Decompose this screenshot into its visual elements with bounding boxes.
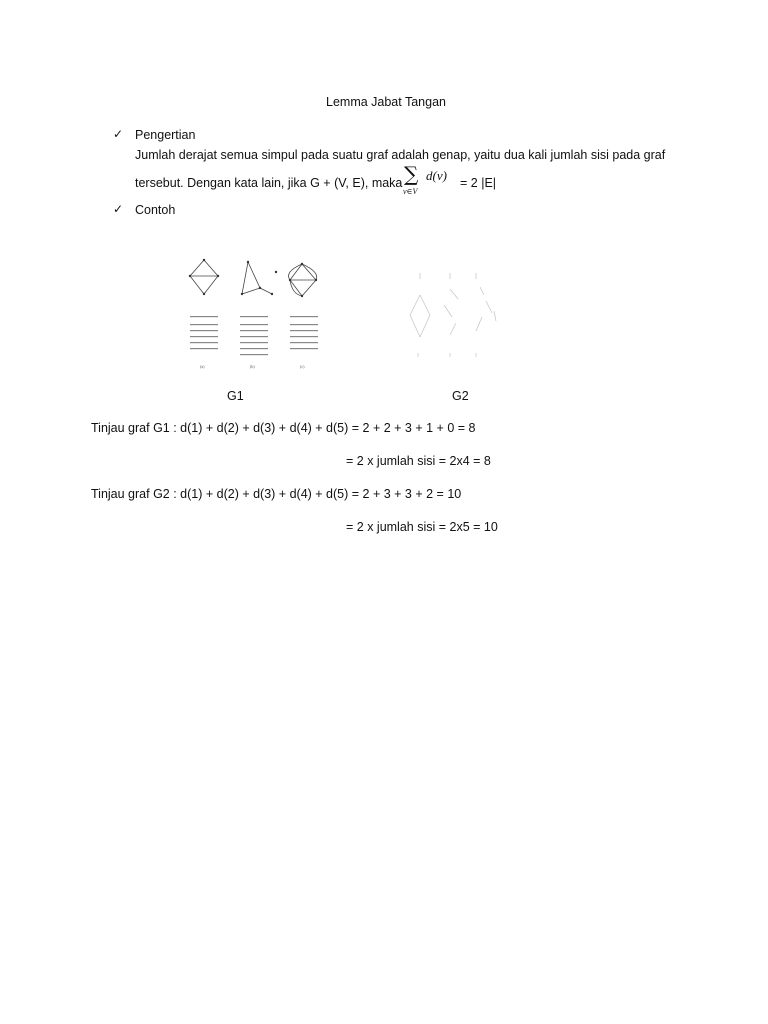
figure-g2	[400, 265, 505, 365]
subfigure-mark-a: (a)	[200, 364, 205, 369]
figure-label-g2: G2	[452, 389, 469, 403]
calc-g2-line-2: = 2 x jumlah sisi = 2x5 = 10	[346, 520, 498, 534]
bullet-label-contoh: Contoh	[135, 203, 176, 217]
sum-term: d(v)	[426, 168, 447, 183]
graph-a	[190, 260, 218, 294]
definition-line-2-prefix: tersebut. Dengan kata lain, jika G + (V, E), maka	[135, 176, 403, 190]
calc-g2-line-1: Tinjau graf G2 : d(1) + d(2) + d(3) + d(4) + d(5) = 2 + 3 + 3 + 2 = 10	[91, 487, 462, 501]
figure-label-g1: G1	[227, 389, 244, 403]
calc-g1-line-2: = 2 x jumlah sisi = 2x4 = 8	[346, 454, 491, 468]
sum-symbol: ∑	[404, 162, 419, 186]
definition-line-2-suffix: = 2 |E|	[460, 176, 497, 190]
check-icon: ✓	[113, 202, 124, 216]
definition-line-1: Jumlah derajat semua simpul pada suatu graf adalah genap, yaitu dua kali jumlah sisi pada graf	[135, 148, 666, 162]
subfigure-mark-c: (c)	[300, 364, 305, 369]
sum-subscript: v∈V	[403, 187, 418, 196]
subfigure-mark-b: (b)	[250, 364, 255, 369]
calc-g1-line-1: Tinjau graf G1 : d(1) + d(2) + d(3) + d(4) + d(5) = 2 + 2 + 3 + 1 + 0 = 8	[91, 421, 476, 435]
check-icon: ✓	[113, 127, 124, 141]
page-title: Lemma Jabat Tangan	[326, 95, 446, 109]
graph-c	[289, 264, 317, 296]
graph-b	[242, 262, 272, 294]
bullet-label-pengertian: Pengertian	[135, 128, 196, 142]
figure-g1	[180, 250, 330, 375]
